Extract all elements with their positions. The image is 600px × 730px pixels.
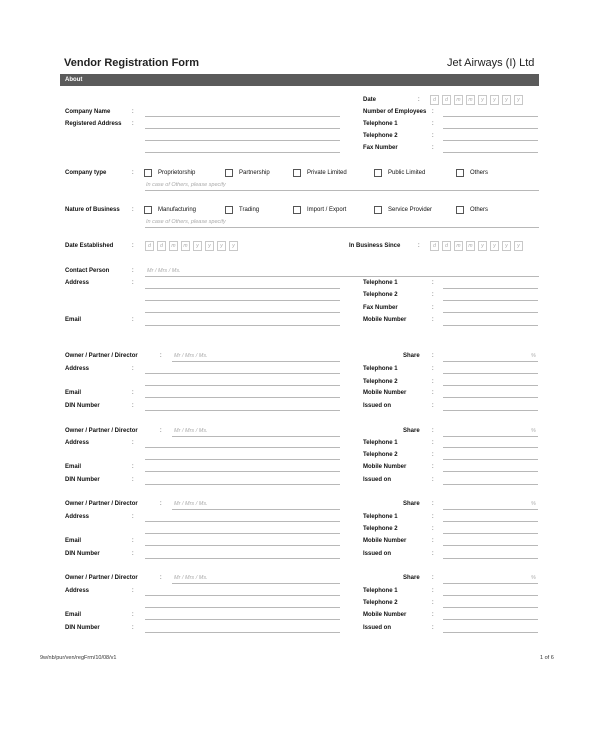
registered-address-field-1[interactable] [145, 128, 340, 129]
colon: : [432, 428, 434, 434]
footer-page-number: 1 of 6 [540, 655, 554, 661]
owner-4-telephone-2-label: Telephone 2 [363, 600, 398, 606]
date-char-box: y [478, 241, 487, 251]
colon: : [432, 440, 434, 446]
owner-2-address-field-2[interactable] [145, 459, 340, 460]
contact-person-hint: Mr / Mrs / Ms. [147, 268, 181, 274]
date-char-box: y [205, 241, 214, 251]
number-of-employees-label: Number of Employees [363, 109, 427, 115]
date-char-box: y [514, 241, 523, 251]
colon: : [432, 538, 434, 544]
trading-option-label: Trading [239, 207, 260, 213]
date-char-box: y [229, 241, 238, 251]
owner-3-issued-on-label: Issued on [363, 551, 392, 557]
date-char-box: m [454, 241, 463, 251]
owner-2-address-field-1[interactable] [145, 447, 340, 448]
company-type-specify-field[interactable] [145, 190, 539, 191]
owner-1-din-field[interactable] [145, 410, 340, 411]
colon: : [432, 390, 434, 396]
owner-4-din-field[interactable] [145, 632, 340, 633]
owner-1-email-label: Email [65, 390, 82, 396]
colon: : [432, 366, 434, 372]
date-char-box: d [442, 95, 451, 105]
date-char-box: d [442, 241, 451, 251]
others-option-label: Others [470, 170, 489, 176]
owner-2-percent-sign: % [531, 428, 536, 434]
colon: : [132, 538, 134, 544]
owner-3-name-field[interactable] [172, 509, 340, 510]
fax-number-field[interactable] [443, 152, 538, 153]
contact-mobile-number-label: Mobile Number [363, 317, 407, 323]
date-char-box: m [466, 95, 475, 105]
owner-2-email-field[interactable] [145, 471, 340, 472]
owner-1-telephone-2-field[interactable] [443, 385, 538, 386]
proprietorship-option-label: Proprietorship [158, 170, 196, 176]
colon: : [432, 403, 434, 409]
colon: : [132, 207, 134, 213]
colon: : [432, 526, 434, 532]
company-type-specify-hint: In case of Others, please specify [146, 182, 226, 188]
colon: : [132, 588, 134, 594]
colon: : [132, 403, 134, 409]
public-limited-option-label: Public Limited [388, 170, 426, 176]
owner-3-mobile-label: Mobile Number [363, 538, 407, 544]
owner-4-address-field-2[interactable] [145, 607, 340, 608]
company-name-field[interactable] [145, 116, 340, 117]
owner-1-telephone-2-label: Telephone 2 [363, 379, 398, 385]
colon: : [432, 600, 434, 606]
colon: : [432, 133, 434, 139]
colon: : [132, 625, 134, 631]
colon: : [160, 428, 162, 434]
colon: : [418, 97, 420, 103]
contact-telephone-2-field[interactable] [443, 300, 538, 301]
contact-email-field[interactable] [145, 325, 340, 326]
date-char-box: d [430, 241, 439, 251]
owner-1-label: Owner / Partner / Director [65, 353, 138, 359]
colon: : [160, 575, 162, 581]
owner-4-mobile-label: Mobile Number [363, 612, 407, 618]
owner-1-issued-on-field[interactable] [443, 410, 538, 411]
colon: : [132, 390, 134, 396]
import-export-option-label: Import / Export [307, 207, 347, 213]
owner-2-telephone-2-field[interactable] [443, 459, 538, 460]
colon: : [132, 268, 134, 274]
colon: : [432, 612, 434, 618]
colon: : [432, 588, 434, 594]
in-business-since-label: In Business Since [349, 243, 401, 249]
date-label: Date [363, 97, 377, 103]
contact-telephone-1-label: Telephone 1 [363, 280, 398, 286]
colon: : [432, 280, 434, 286]
colon: : [132, 612, 134, 618]
contact-email-label: Email [65, 317, 82, 323]
partnership-checkbox[interactable] [225, 169, 233, 177]
contact-person-label: Contact Person [65, 268, 110, 274]
date-char-box: d [430, 95, 439, 105]
owner-3-share-label: Share [403, 501, 420, 507]
owner-3-address-label: Address [65, 514, 90, 520]
owner-3-hint: Mr / Mrs / Ms. [174, 501, 208, 507]
others-checkbox[interactable] [456, 169, 464, 177]
colon: : [132, 440, 134, 446]
date-char-box: m [466, 241, 475, 251]
date-established-input[interactable] [145, 241, 241, 251]
colon: : [132, 366, 134, 372]
trading-checkbox[interactable] [225, 206, 233, 214]
business-type-specify-field[interactable] [145, 227, 539, 228]
date-char-box: y [502, 241, 511, 251]
company-name-heading: Jet Airways (I) Ltd [447, 57, 535, 69]
public-limited-checkbox[interactable] [374, 169, 382, 177]
owner-3-label: Owner / Partner / Director [65, 501, 138, 507]
colon: : [432, 317, 434, 323]
date-char-box: y [193, 241, 202, 251]
colon: : [132, 243, 134, 249]
contact-address-field-2[interactable] [145, 300, 340, 301]
owner-1-address-label: Address [65, 366, 90, 372]
date-char-box: y [217, 241, 226, 251]
in-business-since-input[interactable] [430, 241, 526, 251]
contact-address-label: Address [65, 280, 90, 286]
owner-4-label: Owner / Partner / Director [65, 575, 138, 581]
owner-3-telephone-2-field[interactable] [443, 533, 538, 534]
owner-2-label: Owner / Partner / Director [65, 428, 138, 434]
owner-4-email-label: Email [65, 612, 82, 618]
business-type-specify-hint: In case of Others, please specify [146, 219, 226, 225]
import-export-checkbox[interactable] [293, 206, 301, 214]
owner-4-issued-on-field[interactable] [443, 632, 538, 633]
colon: : [132, 317, 134, 323]
business-others-checkbox[interactable] [456, 206, 464, 214]
owner-4-hint: Mr / Mrs / Ms. [174, 575, 208, 581]
number-of-employees-field[interactable] [443, 116, 538, 117]
colon: : [132, 464, 134, 470]
owner-2-address-label: Address [65, 440, 90, 446]
colon: : [432, 625, 434, 631]
owner-1-address-field-2[interactable] [145, 385, 340, 386]
company-name-label: Company Name [65, 109, 111, 115]
date-established-label: Date Established [65, 243, 114, 249]
colon: : [432, 464, 434, 470]
colon: : [432, 379, 434, 385]
telephone-2-label: Telephone 2 [363, 133, 398, 139]
colon: : [132, 551, 134, 557]
owner-3-din-label: DIN Number [65, 551, 100, 557]
owner-3-telephone-2-label: Telephone 2 [363, 526, 398, 532]
owner-2-hint: Mr / Mrs / Ms. [174, 428, 208, 434]
owner-1-din-label: DIN Number [65, 403, 100, 409]
colon: : [160, 501, 162, 507]
business-others-option-label: Others [470, 207, 489, 213]
contact-fax-number-label: Fax Number [363, 305, 398, 311]
owner-4-name-field[interactable] [172, 583, 340, 584]
colon: : [132, 280, 134, 286]
service-provider-option-label: Service Provider [388, 207, 433, 213]
date-char-box: y [490, 241, 499, 251]
colon: : [432, 109, 434, 115]
owner-1-mobile-label: Mobile Number [363, 390, 407, 396]
owner-3-telephone-1-field[interactable] [443, 521, 538, 522]
owner-2-issued-on-label: Issued on [363, 477, 392, 483]
owner-2-telephone-1-label: Telephone 1 [363, 440, 398, 446]
colon: : [432, 477, 434, 483]
colon: : [432, 452, 434, 458]
owner-4-telephone-1-field[interactable] [443, 595, 538, 596]
colon: : [432, 514, 434, 520]
service-provider-checkbox[interactable] [374, 206, 382, 214]
contact-person-field[interactable] [145, 276, 539, 277]
owner-2-telephone-1-field[interactable] [443, 447, 538, 448]
registered-address-field-2[interactable] [145, 140, 340, 141]
contact-fax-number-field[interactable] [443, 312, 538, 313]
owner-4-email-field[interactable] [145, 619, 340, 620]
owner-2-din-field[interactable] [145, 484, 340, 485]
owner-3-telephone-1-label: Telephone 1 [363, 514, 398, 520]
date-char-box: d [145, 241, 154, 251]
colon: : [432, 551, 434, 557]
owner-2-mobile-field[interactable] [443, 471, 538, 472]
section-header-about: About [60, 74, 539, 86]
registered-address-label: Registered Address [65, 121, 122, 127]
colon: : [432, 121, 434, 127]
colon: : [132, 109, 134, 115]
owner-1-email-field[interactable] [145, 397, 340, 398]
registered-address-field-3[interactable] [145, 152, 340, 153]
colon: : [432, 501, 434, 507]
company-type-label: Company type [65, 170, 107, 176]
colon: : [432, 575, 434, 581]
proprietorship-checkbox[interactable] [144, 169, 152, 177]
colon: : [132, 170, 134, 176]
form-title: Vendor Registration Form [64, 57, 200, 69]
colon: : [432, 145, 434, 151]
owner-1-name-field[interactable] [172, 361, 340, 362]
owner-1-hint: Mr / Mrs / Ms. [174, 353, 208, 359]
nature-of-business-label: Nature of Business [65, 207, 120, 213]
date-char-box: y [490, 95, 499, 105]
owner-4-telephone-2-field[interactable] [443, 607, 538, 608]
private-limited-option-label: Private Limited [307, 170, 347, 176]
owner-1-mobile-field[interactable] [443, 397, 538, 398]
owner-1-share-label: Share [403, 353, 420, 359]
owner-3-mobile-field[interactable] [443, 545, 538, 546]
owner-2-name-field[interactable] [172, 436, 340, 437]
contact-telephone-2-label: Telephone 2 [363, 292, 398, 298]
fax-number-label: Fax Number [363, 145, 398, 151]
date-char-box: m [169, 241, 178, 251]
owner-4-issued-on-label: Issued on [363, 625, 392, 631]
owner-4-din-label: DIN Number [65, 625, 100, 631]
telephone-1-field[interactable] [443, 128, 538, 129]
owner-3-address-field-1[interactable] [145, 521, 340, 522]
owner-3-address-field-2[interactable] [145, 533, 340, 534]
owner-2-email-label: Email [65, 464, 82, 470]
owner-4-share-field[interactable] [443, 583, 538, 584]
colon: : [432, 305, 434, 311]
owner-2-share-field[interactable] [443, 436, 538, 437]
colon: : [432, 292, 434, 298]
manufacturing-checkbox[interactable] [144, 206, 152, 214]
owner-3-percent-sign: % [531, 501, 536, 507]
date-char-box: m [454, 95, 463, 105]
owner-1-address-field-1[interactable] [145, 373, 340, 374]
manufacturing-option-label: Manufacturing [158, 207, 197, 213]
owner-4-mobile-field[interactable] [443, 619, 538, 620]
owner-3-din-field[interactable] [145, 558, 340, 559]
telephone-2-field[interactable] [443, 140, 538, 141]
colon: : [132, 514, 134, 520]
owner-1-telephone-1-field[interactable] [443, 373, 538, 374]
date-char-box: m [181, 241, 190, 251]
owner-2-share-label: Share [403, 428, 420, 434]
owner-2-telephone-2-label: Telephone 2 [363, 452, 398, 458]
colon: : [132, 477, 134, 483]
date-char-box: y [502, 95, 511, 105]
owner-4-address-label: Address [65, 588, 90, 594]
date-char-box: y [514, 95, 523, 105]
contact-address-field-3[interactable] [145, 312, 340, 313]
owner-1-percent-sign: % [531, 353, 536, 359]
owner-1-share-field[interactable] [443, 361, 538, 362]
owner-2-din-label: DIN Number [65, 477, 100, 483]
owner-2-issued-on-field[interactable] [443, 484, 538, 485]
colon: : [432, 353, 434, 359]
private-limited-checkbox[interactable] [293, 169, 301, 177]
owner-4-share-label: Share [403, 575, 420, 581]
owner-3-email-label: Email [65, 538, 82, 544]
owner-3-share-field[interactable] [443, 509, 538, 510]
colon: : [132, 121, 134, 127]
owner-4-telephone-1-label: Telephone 1 [363, 588, 398, 594]
owner-2-mobile-label: Mobile Number [363, 464, 407, 470]
date-input[interactable] [430, 95, 526, 105]
contact-mobile-number-field[interactable] [443, 325, 538, 326]
owner-4-address-field-1[interactable] [145, 595, 340, 596]
contact-address-field-1[interactable] [145, 288, 340, 289]
telephone-1-label: Telephone 1 [363, 121, 398, 127]
owner-3-email-field[interactable] [145, 545, 340, 546]
owner-4-percent-sign: % [531, 575, 536, 581]
date-char-box: d [157, 241, 166, 251]
owner-1-issued-on-label: Issued on [363, 403, 392, 409]
date-char-box: y [478, 95, 487, 105]
colon: : [160, 353, 162, 359]
owner-1-telephone-1-label: Telephone 1 [363, 366, 398, 372]
colon: : [418, 243, 420, 249]
contact-telephone-1-field[interactable] [443, 288, 538, 289]
footer-document-code: 9w/nb/pur/ven/regFrm/10/08/v1 [40, 655, 117, 661]
partnership-option-label: Partnership [239, 170, 270, 176]
owner-3-issued-on-field[interactable] [443, 558, 538, 559]
